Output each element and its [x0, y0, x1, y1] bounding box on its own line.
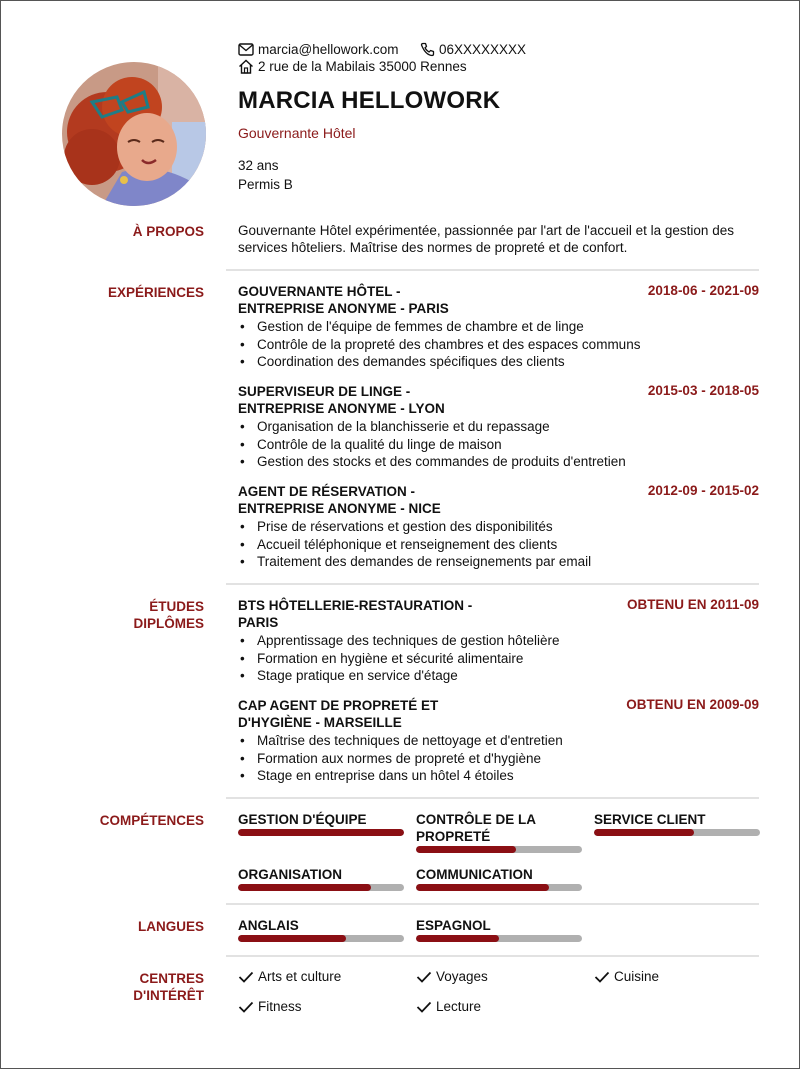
entry-title-line2: ENTREPRISE ANONYME - NICE — [238, 501, 441, 516]
bullet-item: • Gestion des stocks et des commandes de produits d'entretien — [238, 453, 759, 471]
bullet-item: • Traitement des demandes de renseignements par email — [238, 553, 759, 571]
interest-item — [238, 999, 302, 1014]
phone-icon — [420, 42, 435, 57]
entry-title-line1: GOUVERNANTE HÔTEL - — [238, 284, 401, 299]
interest-item — [416, 969, 488, 984]
bullet-item: • Formation aux normes de propreté et d'hygiène — [238, 750, 759, 768]
bullet-item: • Apprentissage des techniques de gestion hôtelière — [238, 632, 759, 650]
entry-title-line1: BTS HÔTELLERIE-RESTAURATION - — [238, 598, 473, 613]
language-level-bar — [238, 935, 404, 942]
section-label-languages: LANGUES — [137, 919, 204, 934]
bullet-item: • Coordination des demandes spécifiques des clients — [238, 353, 759, 371]
section-label-education — [133, 598, 204, 632]
section-label-line1: CENTRES — [139, 971, 204, 986]
skill-item — [238, 866, 404, 883]
bullet-item: • Contrôle de la propreté des chambres et des espaces communs — [238, 336, 759, 354]
skill-level-bar — [238, 829, 404, 836]
skill-name: GESTION D'ÉQUIPE — [238, 812, 367, 827]
interest-label: Arts et culture — [258, 969, 342, 984]
skill-level-bar — [416, 884, 582, 891]
interest-item — [594, 969, 659, 984]
age: 32 ans — [238, 158, 279, 173]
skill-level-bar — [594, 829, 760, 836]
bullet-list — [238, 318, 759, 371]
entry-title-line1: AGENT DE RÉSERVATION - — [238, 484, 416, 499]
bullet-list — [238, 632, 759, 685]
education-entry — [238, 697, 759, 785]
entry-date: OBTENU EN 2009-09 — [626, 697, 759, 712]
bullet-item: • Contrôle de la qualité du linge de maison — [238, 436, 759, 454]
skill-level-bar — [238, 884, 404, 891]
check-icon — [238, 971, 254, 983]
job-title: Gouvernante Hôtel — [238, 125, 356, 141]
skill-level-fill — [238, 884, 371, 891]
section-label-interests — [133, 970, 204, 1004]
entry-title-line1: SUPERVISEUR DE LINGE - — [238, 384, 411, 399]
section-label-line2: D'INTÉRÊT — [133, 988, 204, 1003]
skill-level-fill — [238, 829, 404, 836]
check-icon — [594, 971, 610, 983]
interest-label: Lecture — [436, 999, 482, 1014]
entry-date: 2018-06 - 2021-09 — [647, 283, 759, 298]
interest-label: Fitness — [258, 999, 302, 1014]
home-icon — [238, 59, 254, 74]
email-contact — [238, 42, 399, 57]
about-text: Gouvernante Hôtel expérimentée, passionnée par l'art de l'accueil et la gestion des services hôteliers. Maîtrise des normes de propreté et de confort. — [238, 223, 734, 255]
address-contact — [238, 59, 467, 74]
entry-date: OBTENU EN 2011-09 — [626, 597, 759, 612]
bullet-list — [238, 732, 759, 785]
entry-title-line1: CAP AGENT DE PROPRETÉ ET — [238, 698, 439, 713]
skill-item — [416, 811, 566, 845]
separator — [226, 583, 759, 585]
entry-title-line2: PARIS — [238, 615, 279, 630]
skill-name: CONTRÔLE DE LA PROPRETÉ — [416, 812, 536, 844]
language-name: ESPAGNOL — [416, 918, 491, 933]
candidate-name: MARCIA HELLOWORK — [238, 87, 501, 114]
language-level-bar — [416, 935, 582, 942]
separator — [226, 903, 759, 905]
entry-title-line2: D'HYGIÈNE - MARSEILLE — [238, 715, 402, 730]
section-label-skills: COMPÉTENCES — [99, 813, 204, 828]
phone-contact — [420, 42, 526, 57]
separator — [226, 269, 759, 271]
language-item — [416, 917, 582, 934]
email-text[interactable]: marcia@hellowork.com — [258, 42, 399, 57]
entry-title-line2: ENTREPRISE ANONYME - PARIS — [238, 301, 449, 316]
driving-license: Permis B — [238, 177, 293, 192]
entry-date: 2012-09 - 2015-02 — [647, 483, 759, 498]
section-label-line1: ÉTUDES — [149, 599, 204, 614]
bullet-list — [238, 418, 759, 471]
skill-item — [238, 811, 404, 828]
bullet-item: • Prise de réservations et gestion des disponibilités — [238, 518, 759, 536]
skill-level-fill — [416, 846, 516, 853]
language-name: ANGLAIS — [238, 918, 299, 933]
language-level-fill — [416, 935, 499, 942]
skill-name: ORGANISATION — [238, 867, 342, 882]
skill-item — [416, 866, 582, 883]
entry-date: 2015-03 - 2018-05 — [647, 383, 759, 398]
section-label-experiences: EXPÉRIENCES — [107, 285, 204, 300]
interest-label: Cuisine — [614, 969, 660, 984]
check-icon — [416, 1001, 432, 1013]
separator — [226, 797, 759, 799]
bullet-item: • Accueil téléphonique et renseignement des clients — [238, 536, 759, 554]
entry-title-line2: ENTREPRISE ANONYME - LYON — [238, 401, 445, 416]
phone-text[interactable]: 06XXXXXXXX — [439, 42, 527, 57]
language-item — [238, 917, 404, 934]
experience-entry — [238, 383, 759, 471]
experience-entry — [238, 283, 759, 371]
interest-item — [416, 999, 481, 1014]
mail-icon — [238, 43, 254, 56]
bullet-item: • Gestion de l'équipe de femmes de chambre et de linge — [238, 318, 759, 336]
separator — [226, 955, 759, 957]
bullet-item: • Maîtrise des techniques de nettoyage et d'entretien — [238, 732, 759, 750]
language-level-fill — [238, 935, 346, 942]
interest-item — [238, 969, 341, 984]
section-label-line2: DIPLÔMES — [133, 616, 204, 631]
skill-name: SERVICE CLIENT — [594, 812, 706, 827]
check-icon — [238, 1001, 254, 1013]
bullet-item: • Stage pratique en service d'étage — [238, 667, 759, 685]
address-text: 2 rue de la Mabilais 35000 Rennes — [258, 59, 467, 74]
skill-item — [594, 811, 760, 828]
bullet-item: • Stage en entreprise dans un hôtel 4 étoiles — [238, 767, 759, 785]
bullet-list — [238, 518, 759, 571]
skill-name: COMMUNICATION — [416, 867, 533, 882]
check-icon — [416, 971, 432, 983]
education-entry — [238, 597, 759, 685]
section-label-about: À PROPOS — [132, 224, 204, 239]
skill-level-fill — [594, 829, 694, 836]
bullet-item: • Formation en hygiène et sécurité alimentaire — [238, 650, 759, 668]
skill-level-bar — [416, 846, 582, 853]
bullet-item: • Organisation de la blanchisserie et du repassage — [238, 418, 759, 436]
interest-label: Voyages — [436, 969, 488, 984]
experience-entry — [238, 483, 759, 571]
profile-photo — [62, 62, 206, 206]
skill-level-fill — [416, 884, 549, 891]
